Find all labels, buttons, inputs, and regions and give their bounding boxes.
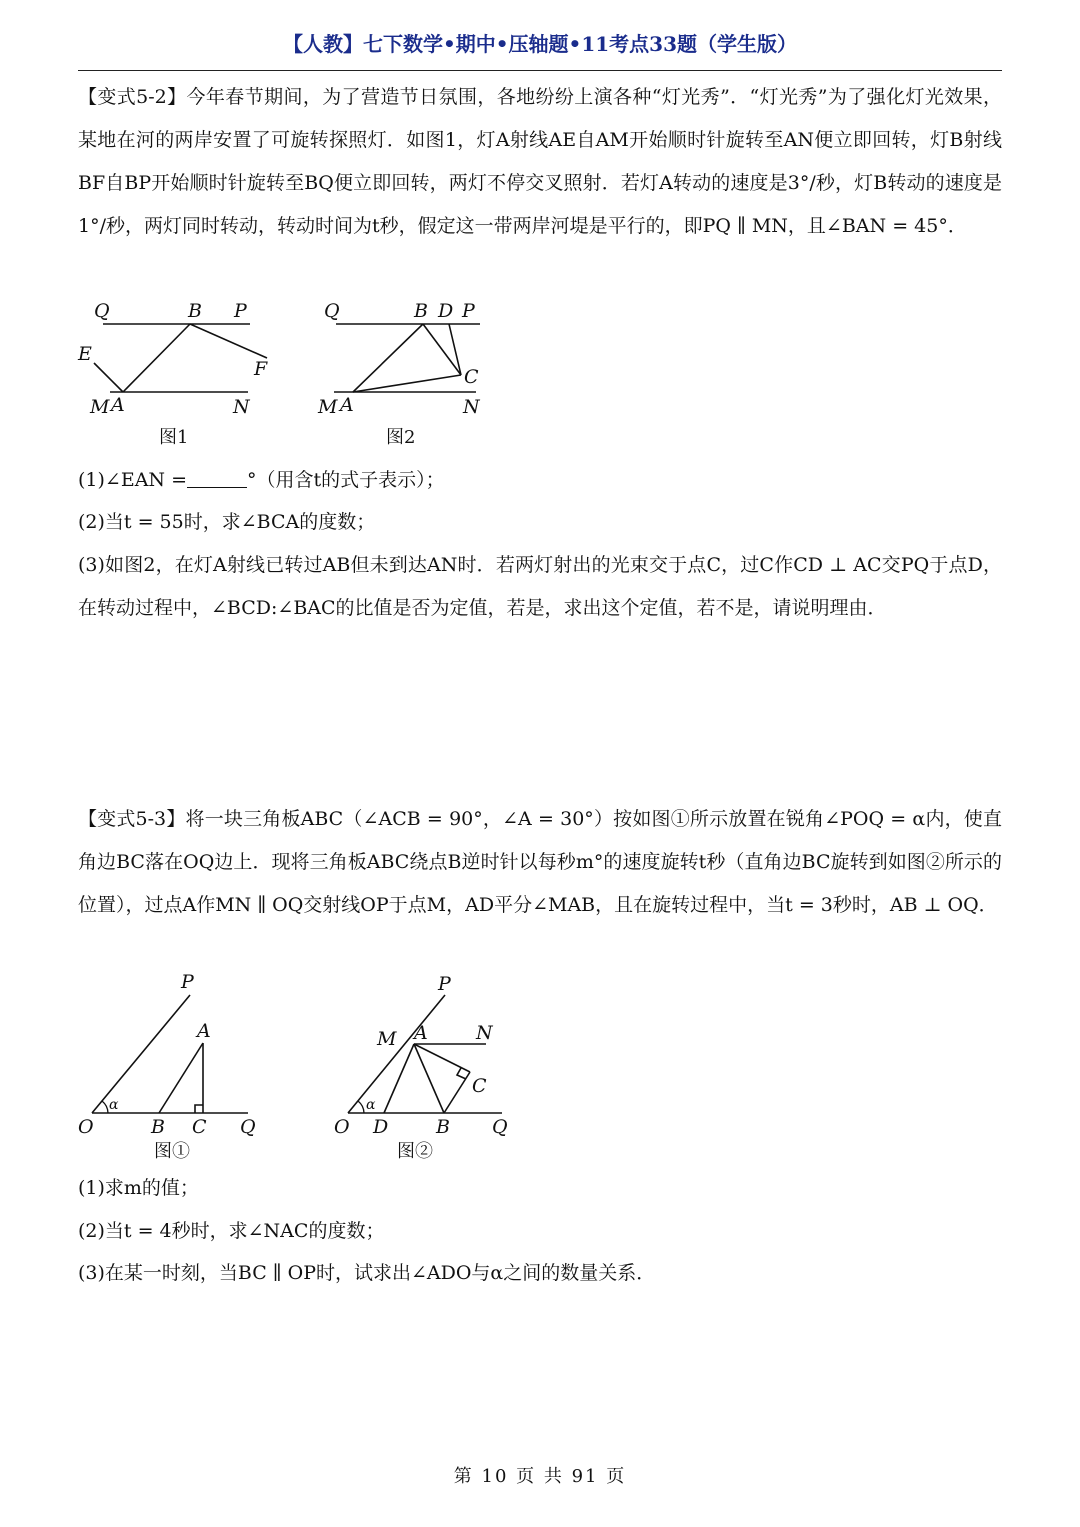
label-b: B xyxy=(414,300,428,322)
label-f: F xyxy=(254,358,268,380)
problem-5-2-statement: 【变式5-2】今年春节期间，为了营造节日氛围，各地纷纷上演各种“灯光秀”．“灯光秀”为了强化灯光效果，某地在河的两岸安置了可旋转探照灯．如图1，灯A射线AE自AM开始顺时针旋转至AN便立即回转，灯B射线BF自BP开始顺时针旋转至BQ便立即回转，两灯不停交叉照射．若灯A转动的速度是3°/秒，灯B转动的速度是1°/秒，两灯同时转动，转动时间为t秒，假定这一带两岸河堤是平行的，即PQ ∥ MN，且∠BAN = 45°． xyxy=(78,86,1002,237)
label-m: M xyxy=(377,1028,397,1050)
problem2-question-1: (1)求m的值； xyxy=(78,1177,199,1199)
question-1-text: (1)∠EAN = xyxy=(78,469,188,491)
caption-fig2: 图② xyxy=(397,1141,433,1162)
label-m: M xyxy=(90,396,110,418)
label-p: P xyxy=(462,300,475,322)
question-2: (2)当t = 55时，求∠BCA的度数； xyxy=(78,511,376,533)
label-m: M xyxy=(318,396,338,418)
label-a: A xyxy=(340,394,354,416)
label-c: C xyxy=(464,366,479,388)
angle-alpha-arc xyxy=(358,1101,364,1113)
label-c: C xyxy=(192,1116,207,1138)
segment-ac xyxy=(353,375,461,392)
label-b: B xyxy=(188,300,202,322)
label-n: N xyxy=(233,396,250,418)
segment-ad xyxy=(384,1044,414,1113)
label-b: B xyxy=(151,1116,165,1138)
label-p: P xyxy=(234,300,247,322)
ray-op xyxy=(348,995,445,1113)
caption-fig2: 图2 xyxy=(386,427,416,448)
answer-blank xyxy=(187,469,247,488)
figure-2-river-lamps xyxy=(318,295,518,455)
ray-bf xyxy=(190,324,267,358)
label-q: Q xyxy=(240,1116,256,1138)
label-a: A xyxy=(111,394,125,416)
question-1 xyxy=(78,465,1002,495)
right-angle-mark xyxy=(195,1105,203,1113)
label-alpha: α xyxy=(366,1097,376,1113)
label-q: Q xyxy=(94,300,110,322)
label-q: Q xyxy=(324,300,340,322)
label-alpha: α xyxy=(109,1097,119,1113)
problem-5-3-statement: 【变式5-3】将一块三角板ABC（∠ACB = 90°，∠A = 30°）按如图①所示放置在锐角∠POQ = α内，使直角边BC落在OQ边上．现将三角板ABC绕点B逆时针以每秒m°的速度旋转t秒（直角边BC旋转到如图②所示的位置），过点A作MN ∥ OQ交射线OP于点M，AD平分∠MAB，且在旋转过程中，当t = 3秒时，AB ⊥ OQ． xyxy=(78,808,1002,916)
question-1-tail: °（用含t的式子表示）； xyxy=(247,469,445,491)
header-divider xyxy=(78,70,1002,71)
figure-2-triangle-rotated xyxy=(328,965,548,1165)
label-n: N xyxy=(463,396,480,418)
label-d: D xyxy=(373,1116,389,1138)
segment-ab xyxy=(414,1044,444,1113)
label-o: O xyxy=(78,1116,94,1138)
label-p: P xyxy=(181,971,194,993)
angle-alpha-arc xyxy=(102,1101,108,1113)
label-q: Q xyxy=(492,1116,508,1138)
segment-ac xyxy=(414,1044,470,1072)
segment-ba xyxy=(159,1043,203,1113)
segment-cb xyxy=(444,1072,470,1113)
ray-ae xyxy=(94,363,123,392)
label-d: D xyxy=(438,300,454,322)
ray-op xyxy=(92,995,190,1113)
figure-1-river-lamps xyxy=(70,295,290,455)
label-a: A xyxy=(197,1020,211,1042)
figure-1-triangle-in-angle xyxy=(70,965,290,1165)
label-p: P xyxy=(438,973,451,995)
problem2-question-3: (3)在某一时刻，当BC ∥ OP时，试求出∠ADO与α之间的数量关系． xyxy=(78,1262,656,1284)
page-footer: 第 10 页 共 91 页 xyxy=(453,1466,627,1487)
label-e: E xyxy=(78,343,92,365)
problem2-question-2: (2)当t = 4秒时，求∠NAC的度数； xyxy=(78,1220,385,1242)
caption-fig1: 图① xyxy=(154,1141,190,1162)
label-a: A xyxy=(414,1022,428,1044)
page-header: 【人教】七下数学•期中•压轴题•11考点33题（学生版） xyxy=(282,32,797,56)
question-3: (3)如图2，在灯A射线已转过AB但未到达AN时．若两灯射出的光束交于点C，过C作CD ⊥ AC交PQ于点D，在转动过程中，∠BCD:∠BAC的比值是否为定值，若是，求出这个定值，若不是，请说明理由． xyxy=(78,554,1002,619)
caption-fig1: 图1 xyxy=(159,427,189,448)
segment-ab xyxy=(123,324,190,392)
segment-ab xyxy=(353,324,423,392)
label-b: B xyxy=(436,1116,450,1138)
label-o: O xyxy=(334,1116,350,1138)
label-c: C xyxy=(472,1075,487,1097)
label-n: N xyxy=(476,1022,493,1044)
